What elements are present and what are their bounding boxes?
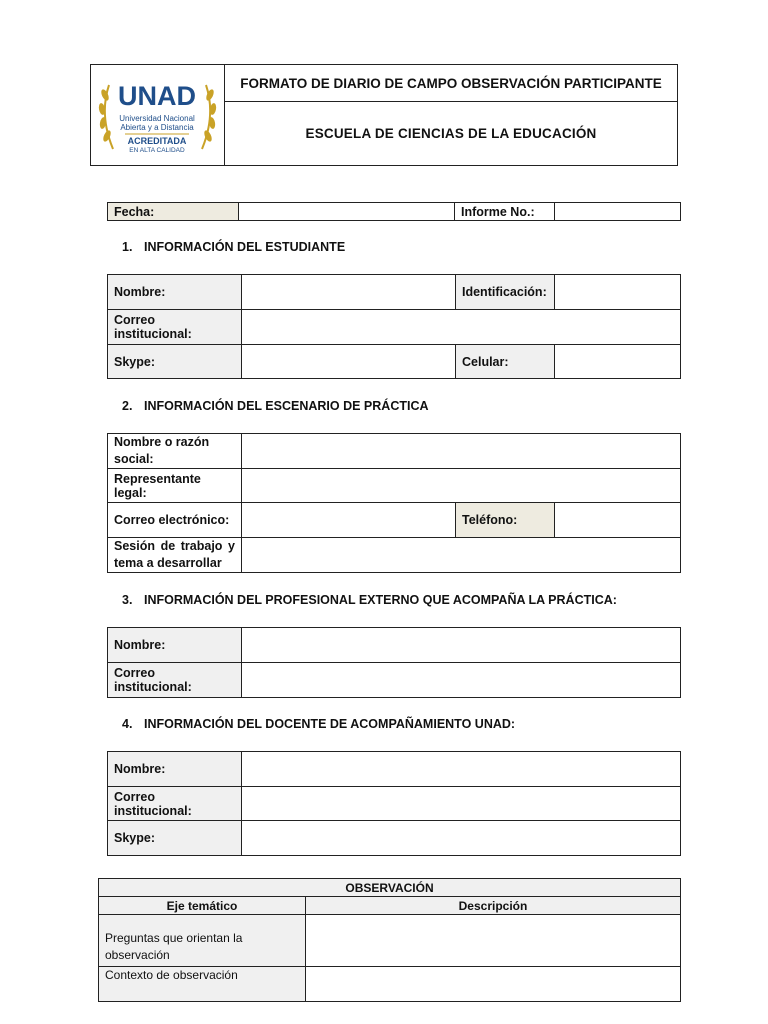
fecha-field[interactable] — [239, 203, 455, 221]
external-correo-label: Correo institucional: — [108, 663, 242, 698]
student-nombre-field[interactable] — [242, 275, 456, 310]
scenario-telefono-field[interactable] — [555, 503, 681, 538]
scenario-sesion-line1: Sesión de trabajo y — [114, 539, 235, 553]
scenario-representante-field[interactable] — [242, 469, 681, 503]
informe-label: Informe No.: — [455, 203, 555, 221]
external-professional-table — [107, 627, 681, 698]
teacher-nombre-label: Nombre: — [108, 752, 242, 787]
logo-line1: Universidad Nacional — [119, 114, 195, 123]
section4-title: INFORMACIÓN DEL DOCENTE DE ACOMPAÑAMIENTO UNAD: — [144, 717, 516, 731]
section1-title: INFORMACIÓN DEL ESTUDIANTE — [144, 240, 346, 254]
scenario-representante-label: Representante legal: — [108, 469, 242, 503]
scenario-correo-label: Correo electrónico: — [108, 503, 242, 538]
student-celular-label: Celular: — [456, 345, 555, 379]
unad-teacher-table — [107, 751, 681, 856]
preguntas-line1: Preguntas que orientan la — [105, 931, 243, 945]
date-row-table — [107, 202, 681, 221]
scenario-nombre-line2: social: — [114, 452, 154, 466]
observation-col-desc: Descripción — [306, 897, 681, 915]
form-header — [90, 64, 678, 166]
teacher-correo-label: Correo institucional: — [108, 787, 242, 821]
student-identificacion-field[interactable] — [555, 275, 681, 310]
student-correo-label: Correo institucional: — [108, 310, 242, 345]
external-correo-field[interactable] — [242, 663, 681, 698]
unad-logo-graphic — [91, 65, 224, 165]
external-nombre-label: Nombre: — [108, 628, 242, 663]
practice-scenario-table — [107, 433, 681, 573]
external-nombre-field[interactable] — [242, 628, 681, 663]
fecha-label: Fecha: — [108, 203, 239, 221]
scenario-nombre-line1: Nombre o razón — [114, 435, 210, 449]
student-nombre-label: Nombre: — [108, 275, 242, 310]
teacher-correo-field[interactable] — [242, 787, 681, 821]
student-celular-field[interactable] — [555, 345, 681, 379]
section4-number: 4. — [122, 717, 133, 731]
student-correo-field[interactable] — [242, 310, 681, 345]
logo-line2: Abierta y a Distancia — [120, 123, 194, 132]
observation-title: OBSERVACIÓN — [99, 879, 681, 897]
student-info-table — [107, 274, 681, 379]
section3-title: INFORMACIÓN DEL PROFESIONAL EXTERNO QUE ACOMPAÑA LA PRÁCTICA: — [144, 593, 617, 607]
section1-number: 1. — [122, 240, 133, 254]
observation-row-contexto-field[interactable] — [306, 967, 681, 1002]
unad-logo — [91, 65, 225, 165]
scenario-nombre-field[interactable] — [242, 434, 681, 469]
section3-number: 3. — [122, 593, 133, 607]
student-identificacion-label: Identificación: — [456, 275, 555, 310]
scenario-sesion-field[interactable] — [242, 538, 681, 573]
student-skype-label: Skype: — [108, 345, 242, 379]
observation-row-preguntas-label — [99, 915, 306, 967]
observation-table — [98, 878, 681, 1002]
form-title: FORMATO DE DIARIO DE CAMPO OBSERVACIÓN PARTICIPANTE — [225, 65, 677, 102]
teacher-skype-label: Skype: — [108, 821, 242, 856]
form-subtitle: ESCUELA DE CIENCIAS DE LA EDUCACIÓN — [305, 126, 597, 141]
observation-row-contexto-label: Contexto de observación — [99, 967, 306, 1002]
section1-heading — [122, 240, 345, 254]
scenario-sesion-label — [108, 538, 242, 573]
section4-heading — [122, 717, 515, 731]
student-skype-field[interactable] — [242, 345, 456, 379]
logo-brand: UNAD — [118, 81, 196, 111]
scenario-correo-field[interactable] — [242, 503, 456, 538]
section2-number: 2. — [122, 399, 133, 413]
section2-heading — [122, 399, 429, 413]
teacher-skype-field[interactable] — [242, 821, 681, 856]
scenario-sesion-line2: tema a desarrollar — [114, 556, 222, 570]
observation-row-preguntas-field[interactable] — [306, 915, 681, 967]
logo-badge: ACREDITADA — [127, 136, 187, 146]
preguntas-line2: observación — [105, 948, 170, 962]
informe-field[interactable] — [555, 203, 681, 221]
section2-title: INFORMACIÓN DEL ESCENARIO DE PRÁCTICA — [144, 399, 429, 413]
scenario-nombre-label — [108, 434, 242, 469]
section3-heading — [122, 593, 617, 607]
teacher-nombre-field[interactable] — [242, 752, 681, 787]
observation-col-eje: Eje temático — [99, 897, 306, 915]
scenario-telefono-label: Teléfono: — [456, 503, 555, 538]
logo-badge-sub: EN ALTA CALIDAD — [129, 147, 185, 154]
